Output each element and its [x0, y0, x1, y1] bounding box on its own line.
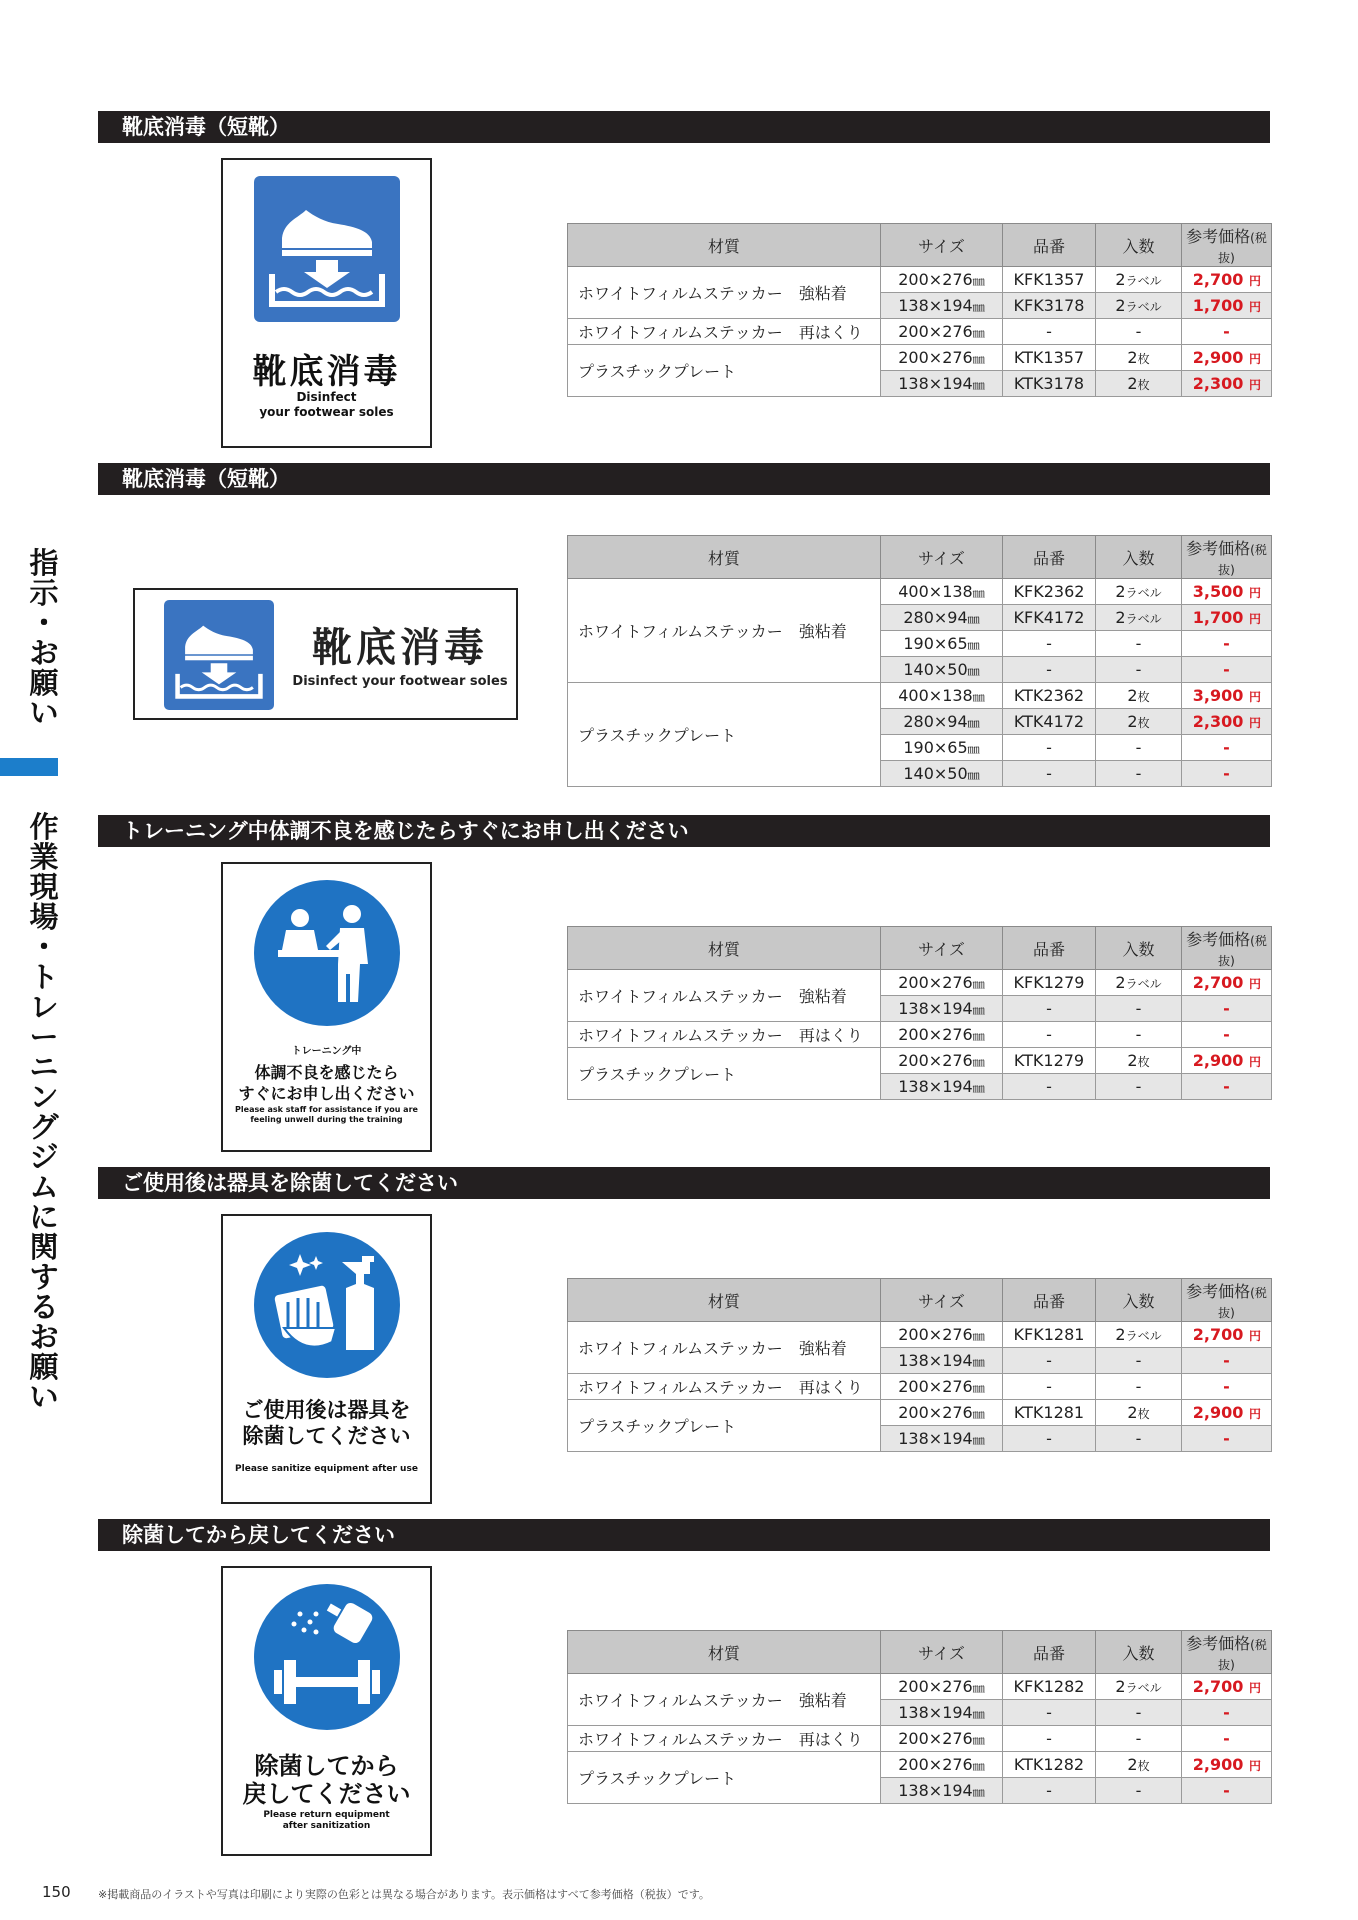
col-code: 品番 — [1003, 1279, 1096, 1322]
qty-cell: 2ラベル — [1096, 605, 1182, 631]
qty-cell: 2ラベル — [1096, 1674, 1182, 1700]
code-cell: KFK1279 — [1003, 970, 1096, 996]
code-cell: KFK1357 — [1003, 267, 1096, 293]
price-cell: - — [1182, 996, 1272, 1022]
col-size: サイズ — [881, 224, 1003, 267]
sign-small-text: トレーニング中 — [291, 1046, 362, 1057]
sign-return-after-sanitize — [221, 1566, 432, 1856]
table-row — [568, 345, 1272, 371]
material-cell: ホワイトフィルムステッカー 再はくり — [568, 1022, 881, 1048]
table-row — [568, 1726, 1272, 1752]
price-cell: - — [1182, 1374, 1272, 1400]
qty-cell: 2枚 — [1096, 371, 1182, 397]
col-code: 品番 — [1003, 927, 1096, 970]
qty-cell: - — [1096, 1374, 1182, 1400]
col-qty: 入数 — [1096, 1279, 1182, 1322]
table-row — [568, 1374, 1272, 1400]
col-size: サイズ — [881, 927, 1003, 970]
qty-cell: 2ラベル — [1096, 1322, 1182, 1348]
price-cell: 2,900 円 — [1182, 1400, 1272, 1426]
col-size: サイズ — [881, 1279, 1003, 1322]
col-size: サイズ — [881, 1631, 1003, 1674]
price-cell: 2,900 円 — [1182, 1752, 1272, 1778]
code-cell: KFK3178 — [1003, 293, 1096, 319]
sign-footwear-portrait — [221, 158, 432, 448]
material-cell: ホワイトフィルムステッカー 強粘着 — [568, 970, 881, 1022]
section-title-5: 除菌してから戻してください — [98, 1519, 1270, 1551]
side-char: ト — [29, 960, 59, 994]
col-qty: 入数 — [1096, 1631, 1182, 1674]
sign-sub-2: feeling unwell during the training — [250, 1115, 403, 1124]
price-cell: 1,700 円 — [1182, 605, 1272, 631]
sign-title-1: 除菌してから — [254, 1752, 399, 1780]
size-cell: 138×194㎜ — [881, 371, 1003, 397]
col-material: 材質 — [568, 1631, 881, 1674]
spray-dumbbell-icon — [254, 1584, 400, 1730]
table-header-row — [568, 1279, 1272, 1322]
side-char: 業 — [29, 840, 59, 874]
sign-footwear-landscape — [133, 588, 518, 720]
size-cell: 140×50㎜ — [881, 761, 1003, 787]
col-size: サイズ — [881, 536, 1003, 579]
code-cell: KFK1281 — [1003, 1322, 1096, 1348]
size-cell: 138×194㎜ — [881, 996, 1003, 1022]
side-char: ニ — [29, 1050, 59, 1084]
material-cell: プラスチックプレート — [568, 683, 881, 787]
size-cell: 138×194㎜ — [881, 293, 1003, 319]
qty-cell: 2ラベル — [1096, 579, 1182, 605]
side-char: い — [29, 696, 59, 730]
code-cell: - — [1003, 761, 1096, 787]
col-price: 参考価格(税抜) — [1182, 224, 1272, 267]
code-cell: - — [1003, 1426, 1096, 1452]
code-cell: - — [1003, 319, 1096, 345]
table-row — [568, 1752, 1272, 1778]
col-price: 参考価格(税抜) — [1182, 1631, 1272, 1674]
material-cell: プラスチックプレート — [568, 1752, 881, 1804]
sign-sanitize-equipment — [221, 1214, 432, 1504]
side-char: 関 — [29, 1230, 59, 1264]
side-char: 願 — [29, 1350, 59, 1384]
price-cell: - — [1182, 1426, 1272, 1452]
qty-cell: 2枚 — [1096, 1400, 1182, 1426]
spec-table-2 — [567, 535, 1272, 787]
col-price: 参考価格(税抜) — [1182, 927, 1272, 970]
size-cell: 200×276㎜ — [881, 1322, 1003, 1348]
page-number: 150 — [42, 1883, 71, 1901]
section-title-2: 靴底消毒（短靴） — [98, 463, 1270, 495]
qty-cell: 2枚 — [1096, 709, 1182, 735]
size-cell: 200×276㎜ — [881, 1400, 1003, 1426]
side-char: ・ — [29, 930, 59, 964]
qty-cell: 2ラベル — [1096, 293, 1182, 319]
size-cell: 190×65㎜ — [881, 631, 1003, 657]
sign-sub-2: after sanitization — [282, 1821, 371, 1831]
side-char: お — [29, 636, 59, 670]
size-cell: 200×276㎜ — [881, 1048, 1003, 1074]
qty-cell: 2枚 — [1096, 1048, 1182, 1074]
sanitize-wipe-icon — [254, 1232, 400, 1378]
table-row — [568, 970, 1272, 996]
side-char: ン — [29, 1080, 59, 1114]
qty-cell: - — [1096, 1726, 1182, 1752]
side-char: レ — [29, 990, 59, 1024]
price-cell: - — [1182, 1348, 1272, 1374]
section-title-1: 靴底消毒（短靴） — [98, 111, 1270, 143]
sign-sub-1: Disinfect your footwear soles — [292, 674, 508, 689]
qty-cell: - — [1096, 319, 1182, 345]
side-char: お — [29, 1320, 59, 1354]
size-cell: 140×50㎜ — [881, 657, 1003, 683]
size-cell: 200×276㎜ — [881, 1674, 1003, 1700]
price-cell: 2,700 円 — [1182, 1674, 1272, 1700]
size-cell: 138×194㎜ — [881, 1426, 1003, 1452]
table-row — [568, 1048, 1272, 1074]
code-cell: - — [1003, 1726, 1096, 1752]
footer-note: ※掲載商品のイラストや写真は印刷により実際の色彩とは異なる場合があります。表示価格はすべて参考価格（税抜）です。 — [98, 1888, 710, 1901]
table-row — [568, 267, 1272, 293]
qty-cell: 2枚 — [1096, 683, 1182, 709]
price-cell: - — [1182, 735, 1272, 761]
code-cell: - — [1003, 631, 1096, 657]
sign-title: 靴底消毒 — [312, 625, 488, 671]
qty-cell: - — [1096, 996, 1182, 1022]
table-row — [568, 1400, 1272, 1426]
size-cell: 138×194㎜ — [881, 1700, 1003, 1726]
size-cell: 200×276㎜ — [881, 267, 1003, 293]
material-cell: ホワイトフィルムステッカー 再はくり — [568, 1374, 881, 1400]
qty-cell: 2枚 — [1096, 345, 1182, 371]
size-cell: 200×276㎜ — [881, 1022, 1003, 1048]
material-cell: ホワイトフィルムステッカー 強粘着 — [568, 267, 881, 319]
spec-table-5 — [567, 1630, 1272, 1804]
qty-cell: 2ラベル — [1096, 970, 1182, 996]
qty-cell: - — [1096, 1022, 1182, 1048]
table-header-row — [568, 536, 1272, 579]
size-cell: 190×65㎜ — [881, 735, 1003, 761]
qty-cell: 2枚 — [1096, 1752, 1182, 1778]
material-cell: ホワイトフィルムステッカー 再はくり — [568, 319, 881, 345]
table-header-row — [568, 1631, 1272, 1674]
price-cell: 3,500 円 — [1182, 579, 1272, 605]
footwear-disinfect-icon — [254, 176, 400, 322]
qty-cell: - — [1096, 735, 1182, 761]
size-cell: 200×276㎜ — [881, 1726, 1003, 1752]
price-cell: - — [1182, 657, 1272, 683]
col-code: 品番 — [1003, 224, 1096, 267]
sign-title-1: ご使用後は器具を — [242, 1398, 411, 1422]
code-cell: KFK4172 — [1003, 605, 1096, 631]
side-char: ・ — [29, 606, 59, 640]
price-cell: - — [1182, 761, 1272, 787]
code-cell: KTK4172 — [1003, 709, 1096, 735]
material-cell: プラスチックプレート — [568, 1400, 881, 1452]
price-cell: 1,700 円 — [1182, 293, 1272, 319]
side-char: ム — [29, 1170, 59, 1204]
size-cell: 200×276㎜ — [881, 319, 1003, 345]
side-char: ー — [29, 1020, 59, 1054]
price-cell: - — [1182, 319, 1272, 345]
size-cell: 138×194㎜ — [881, 1348, 1003, 1374]
size-cell: 138×194㎜ — [881, 1778, 1003, 1804]
col-material: 材質 — [568, 1279, 881, 1322]
qty-cell: - — [1096, 1700, 1182, 1726]
size-cell: 200×276㎜ — [881, 1752, 1003, 1778]
code-cell: KTK1281 — [1003, 1400, 1096, 1426]
code-cell: KTK1282 — [1003, 1752, 1096, 1778]
side-char: い — [29, 1380, 59, 1414]
code-cell: KFK1282 — [1003, 1674, 1096, 1700]
sign-title-2: すぐにお申し出ください — [238, 1084, 415, 1103]
code-cell: - — [1003, 1022, 1096, 1048]
qty-cell: - — [1096, 761, 1182, 787]
footwear-disinfect-icon — [164, 600, 274, 710]
side-accent-bar — [0, 758, 58, 776]
qty-cell: - — [1096, 1348, 1182, 1374]
table-header-row — [568, 224, 1272, 267]
price-cell: 2,300 円 — [1182, 371, 1272, 397]
staff-assistance-icon — [254, 880, 400, 1026]
price-cell: 2,900 円 — [1182, 345, 1272, 371]
side-char: 示 — [29, 576, 59, 610]
table-header-row — [568, 927, 1272, 970]
size-cell: 200×276㎜ — [881, 345, 1003, 371]
side-char: 現 — [29, 870, 59, 904]
table-row — [568, 579, 1272, 605]
price-cell: - — [1182, 1726, 1272, 1752]
col-material: 材質 — [568, 536, 881, 579]
col-qty: 入数 — [1096, 927, 1182, 970]
material-cell: ホワイトフィルムステッカー 再はくり — [568, 1726, 881, 1752]
price-cell: - — [1182, 1778, 1272, 1804]
sign-title-2: 除菌してください — [242, 1424, 411, 1448]
side-title-bottom — [26, 812, 62, 1412]
code-cell: KTK1357 — [1003, 345, 1096, 371]
size-cell: 138×194㎜ — [881, 1074, 1003, 1100]
size-cell: 280×94㎜ — [881, 709, 1003, 735]
size-cell: 400×138㎜ — [881, 579, 1003, 605]
spec-table-4 — [567, 1278, 1272, 1452]
section-title-4: ご使用後は器具を除菌してください — [98, 1167, 1270, 1199]
col-qty: 入数 — [1096, 536, 1182, 579]
spec-table-3 — [567, 926, 1272, 1100]
qty-cell: - — [1096, 657, 1182, 683]
size-cell: 400×138㎜ — [881, 683, 1003, 709]
col-qty: 入数 — [1096, 224, 1182, 267]
sign-sub-1: Please ask staff for assistance if you are — [235, 1105, 418, 1114]
qty-cell: - — [1096, 631, 1182, 657]
side-char: 作 — [29, 810, 59, 844]
price-cell: - — [1182, 631, 1272, 657]
price-cell: 2,700 円 — [1182, 267, 1272, 293]
size-cell: 280×94㎜ — [881, 605, 1003, 631]
section-title-3: トレーニング中体調不良を感じたらすぐにお申し出ください — [98, 815, 1270, 847]
price-cell: 2,700 円 — [1182, 970, 1272, 996]
sign-unwell-report — [221, 862, 432, 1152]
price-cell: - — [1182, 1074, 1272, 1100]
side-char: 願 — [29, 666, 59, 700]
col-code: 品番 — [1003, 1631, 1096, 1674]
price-cell: - — [1182, 1700, 1272, 1726]
side-char: 指 — [29, 546, 59, 580]
table-row — [568, 1674, 1272, 1700]
code-cell: - — [1003, 996, 1096, 1022]
code-cell: KTK1279 — [1003, 1048, 1096, 1074]
table-row — [568, 1322, 1272, 1348]
col-material: 材質 — [568, 927, 881, 970]
col-code: 品番 — [1003, 536, 1096, 579]
sign-title: 靴底消毒 — [252, 352, 401, 392]
material-cell: プラスチックプレート — [568, 1048, 881, 1100]
material-cell: ホワイトフィルムステッカー 強粘着 — [568, 579, 881, 683]
table-row — [568, 319, 1272, 345]
side-char: に — [29, 1200, 59, 1234]
price-cell: 3,900 円 — [1182, 683, 1272, 709]
code-cell: - — [1003, 1374, 1096, 1400]
table-row — [568, 683, 1272, 709]
side-char: グ — [29, 1110, 59, 1144]
sign-title-2: 戻してください — [242, 1780, 411, 1808]
size-cell: 200×276㎜ — [881, 970, 1003, 996]
material-cell: プラスチックプレート — [568, 345, 881, 397]
col-price: 参考価格(税抜) — [1182, 1279, 1272, 1322]
code-cell: - — [1003, 1778, 1096, 1804]
material-cell: ホワイトフィルムステッカー 強粘着 — [568, 1674, 881, 1726]
table-row — [568, 1022, 1272, 1048]
sign-title-1: 体調不良を感じたら — [254, 1063, 399, 1082]
sign-sub-1: Disinfect — [296, 390, 357, 404]
price-cell: - — [1182, 1022, 1272, 1048]
sign-sub-2: your footwear soles — [259, 405, 394, 419]
sign-sub-1: Please sanitize equipment after use — [235, 1464, 418, 1474]
side-title-top — [26, 548, 62, 728]
price-cell: 2,300 円 — [1182, 709, 1272, 735]
price-cell: 2,700 円 — [1182, 1322, 1272, 1348]
size-cell: 200×276㎜ — [881, 1374, 1003, 1400]
col-price: 参考価格(税抜) — [1182, 536, 1272, 579]
side-char: 場 — [29, 900, 59, 934]
code-cell: - — [1003, 1348, 1096, 1374]
qty-cell: - — [1096, 1778, 1182, 1804]
material-cell: ホワイトフィルムステッカー 強粘着 — [568, 1322, 881, 1374]
qty-cell: - — [1096, 1426, 1182, 1452]
side-char: る — [29, 1290, 59, 1324]
sign-sub-1: Please return equipment — [263, 1810, 390, 1820]
code-cell: KTK2362 — [1003, 683, 1096, 709]
side-char: ジ — [29, 1140, 59, 1174]
side-char: す — [29, 1260, 59, 1294]
qty-cell: - — [1096, 1074, 1182, 1100]
code-cell: - — [1003, 1700, 1096, 1726]
spec-table-1 — [567, 223, 1272, 397]
qty-cell: 2ラベル — [1096, 267, 1182, 293]
price-cell: 2,900 円 — [1182, 1048, 1272, 1074]
code-cell: - — [1003, 735, 1096, 761]
col-material: 材質 — [568, 224, 881, 267]
code-cell: KTK3178 — [1003, 371, 1096, 397]
code-cell: KFK2362 — [1003, 579, 1096, 605]
code-cell: - — [1003, 657, 1096, 683]
code-cell: - — [1003, 1074, 1096, 1100]
